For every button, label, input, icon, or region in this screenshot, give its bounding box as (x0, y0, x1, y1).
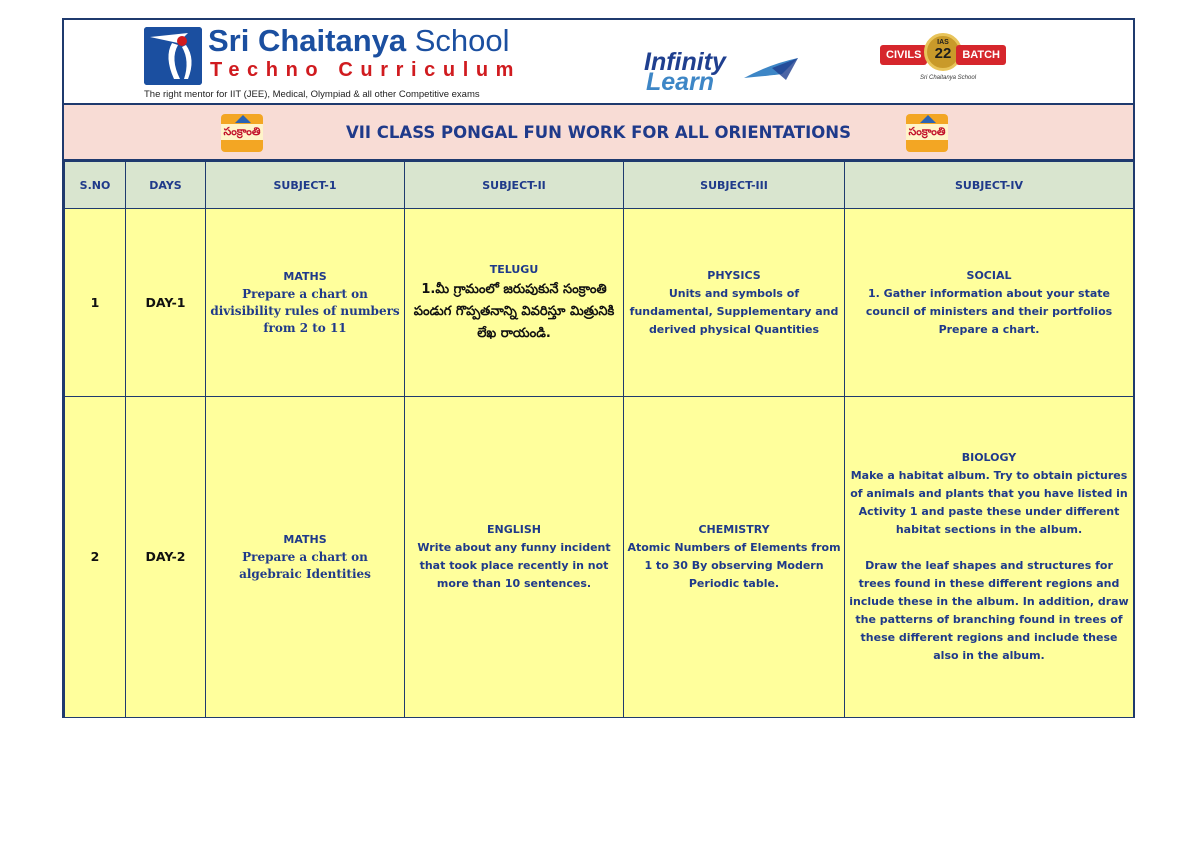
curriculum-name: Techno Curriculum (210, 59, 522, 81)
civils-batch-logo: CIVILS IAS 22 BATCH Sri Chaitanya School (880, 33, 1006, 93)
subject-cell (624, 397, 845, 718)
subject-title: SOCIAL (966, 268, 1012, 282)
subject-cell (405, 209, 624, 397)
subject-title: MATHS (283, 270, 327, 283)
table-row (65, 209, 1134, 397)
table-row (65, 397, 1134, 718)
sankranti-badge-icon: సంక్రాంతి (906, 114, 948, 152)
column-header: SUBJECT-III (624, 162, 845, 209)
task-text: 1.మీ గ్రామంలో జరుపుకునే సంక్రాంతి పండుగ గొప్పతనాన్ని వివరిస్తూ మిత్రునికి లేఖ రాయండి. (413, 281, 615, 341)
task-text: 1. Gather information about your state council of ministers and their portfolios Prepare a chart. (865, 286, 1113, 336)
arrow-swoosh-icon (742, 54, 800, 88)
logo-header (64, 20, 1133, 105)
subject-cell (624, 209, 845, 397)
column-header: SUBJECT-II (405, 162, 624, 209)
subject-cell (845, 397, 1134, 718)
sankranti-badge-icon: సంక్రాంతి (221, 114, 263, 152)
subject-cell (405, 397, 624, 718)
ias-medal-icon: IAS 22 (924, 33, 962, 71)
title-band (64, 105, 1133, 161)
table-header-row (65, 162, 1134, 209)
subject-title: BIOLOGY (961, 451, 1017, 464)
subject-cell (845, 209, 1134, 397)
column-header: SUBJECT-IV (845, 162, 1134, 209)
runner-emblem-icon (144, 27, 202, 85)
column-header: S.NO (65, 162, 126, 209)
subject-title: ENGLISH (487, 523, 541, 536)
fun-work-table (64, 161, 1134, 718)
day-cell: DAY-2 (126, 397, 206, 718)
task-text: Prepare a chart on divisibility rules of numbers from 2 to 11 (210, 287, 400, 335)
school-name: Sri Chaitanya School (208, 23, 510, 58)
day-cell: DAY-1 (126, 209, 206, 397)
subject-title: PHYSICS (707, 268, 761, 282)
task-text: Atomic Numbers of Elements from 1 to 30 By observing Modern Periodic table. (627, 541, 841, 590)
column-header: DAYS (126, 162, 206, 209)
serial-number-cell: 1 (65, 209, 126, 397)
subject-title: TELUGU (489, 262, 539, 276)
task-text: Write about any funny incident that took place recently in not more than 10 sentences. (417, 541, 611, 590)
task-text: Make a habitat album. Try to obtain pictures of animals and plants that you have listed in Activity 1 and paste these under different habitat sections in the album. (850, 469, 1128, 536)
task-text: Draw the leaf shapes and structures for trees found in these different regions and include these in the album. In addition, draw the patterns of branching found in trees of these different regions and include these also in the album. (849, 559, 1129, 662)
page-title: VII CLASS PONGAL FUN WORK FOR ALL ORIENTATIONS (346, 123, 851, 142)
task-text: Units and symbols of fundamental, Supplementary and derived physical Quantities (629, 286, 839, 336)
school-tagline: The right mentor for IIT (JEE), Medical, Olympiad & all other Competitive exams (144, 89, 480, 100)
subject-cell (206, 209, 405, 397)
subject-title: MATHS (283, 533, 327, 546)
serial-number-cell: 2 (65, 397, 126, 718)
worksheet-frame (62, 18, 1135, 718)
subject-cell (206, 397, 405, 718)
infinity-learn-logo: Infinity Learn (644, 52, 804, 98)
task-text: Prepare a chart on algebraic Identities (239, 550, 371, 581)
column-header: SUBJECT-1 (206, 162, 405, 209)
subject-title: CHEMISTRY (698, 523, 770, 536)
